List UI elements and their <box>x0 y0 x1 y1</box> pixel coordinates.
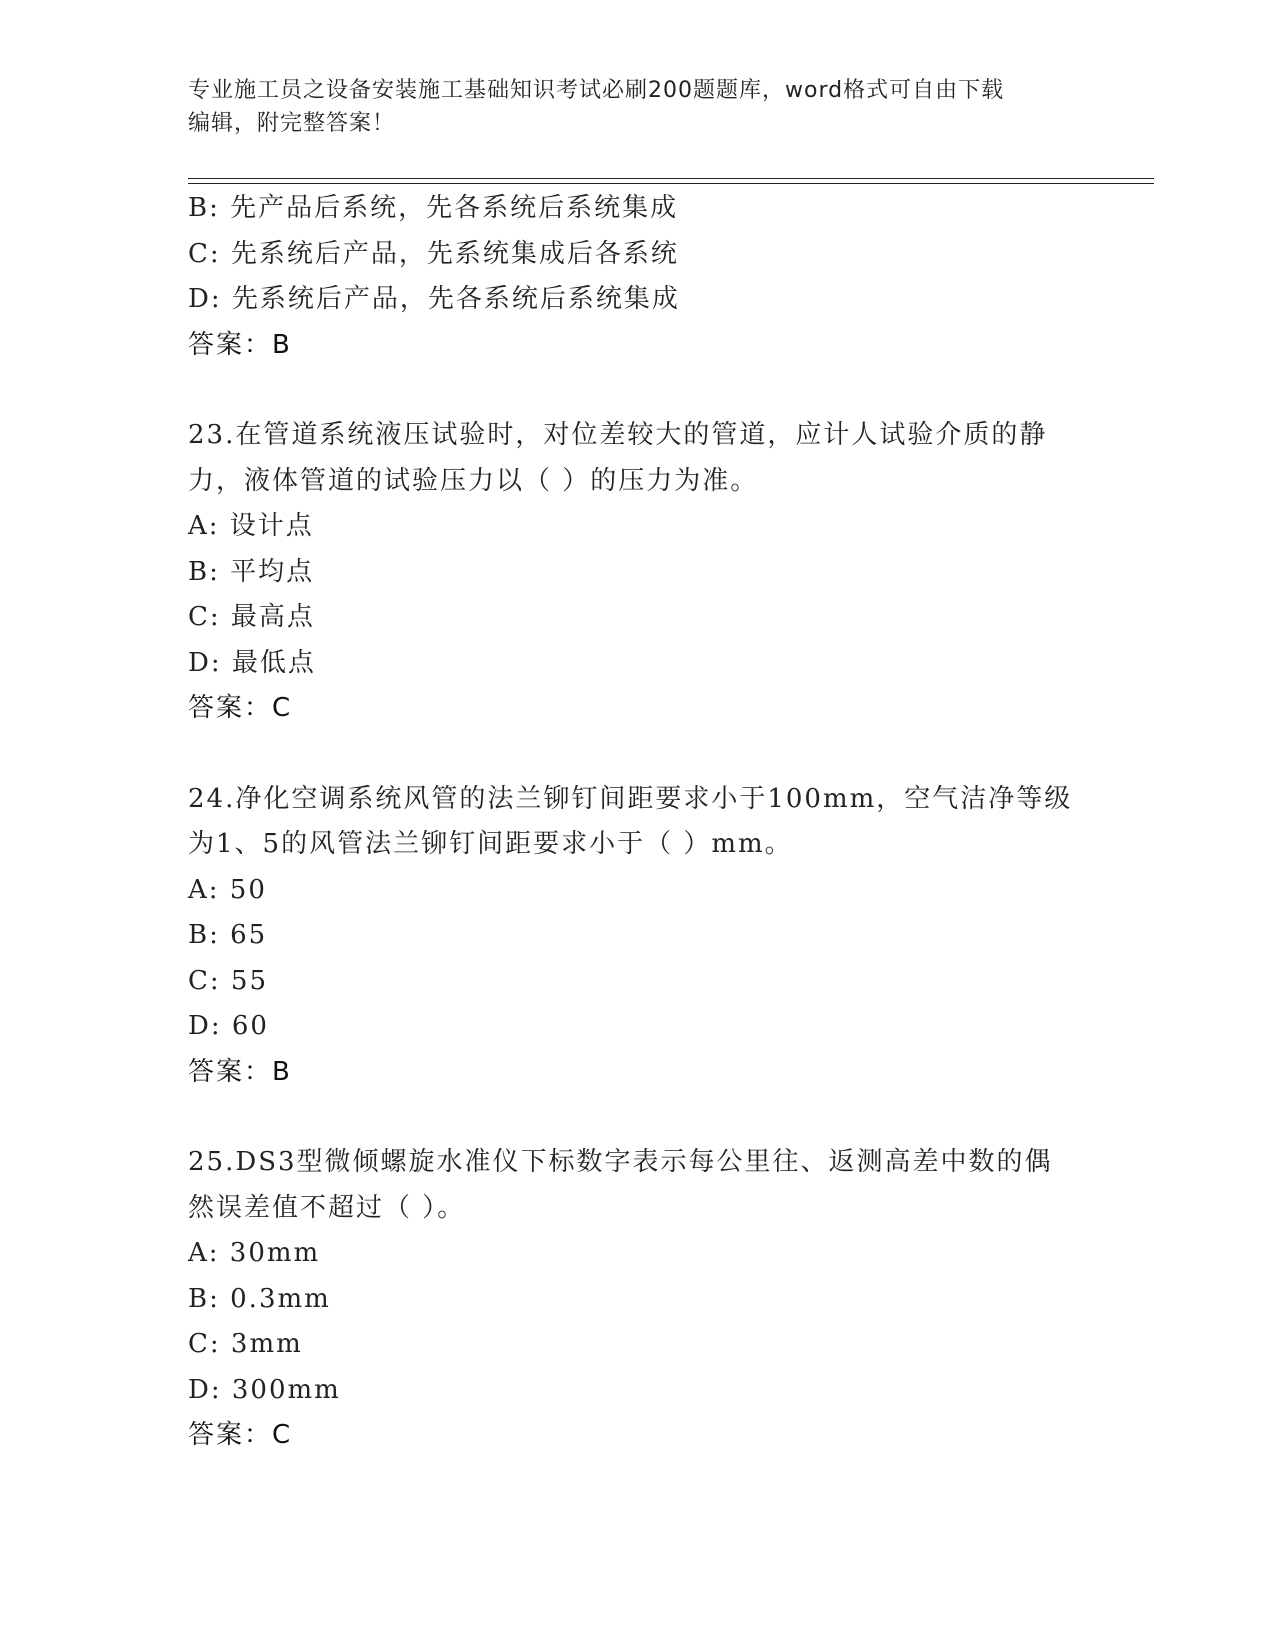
header-divider-top <box>188 178 1154 179</box>
question-block-25 <box>188 1140 1088 1459</box>
question-list <box>188 186 1088 1459</box>
header-title-line-1: 专业施工员之设备安装施工基础知识考试必刷200题题库，word格式可自由下载 <box>188 78 1005 103</box>
option-a: A: 50 <box>188 874 267 905</box>
spacer <box>188 732 1088 777</box>
option-d: D: 60 <box>188 1011 269 1041</box>
answer-line: 答案：B <box>188 1056 292 1087</box>
option-d: D: 先系统后产品，先各系统后系统集成 <box>188 284 680 314</box>
option-a: A: 设计点 <box>188 511 314 541</box>
question-block-22 <box>188 186 1088 368</box>
option-a: A: 30mm <box>188 1238 321 1268</box>
option-c: C: 55 <box>188 965 269 996</box>
header-title-line-2: 编辑，附完整答案！ <box>188 111 396 136</box>
option-c: C: 3mm <box>188 1329 303 1359</box>
question-text-line-2: 力，液体管道的试验压力以（ ）的压力为准。 <box>188 465 759 496</box>
question-text-line-1: 24.净化空调系统风管的法兰铆钉间距要求小于100mm，空气洁净等级 <box>188 783 1073 814</box>
answer-line: 答案：C <box>188 693 293 723</box>
question-text-line-2: 为1、5的风管法兰铆钉间距要求小于（ ）mm。 <box>188 829 793 859</box>
answer-line: 答案：B <box>188 329 292 360</box>
option-c: C: 最高点 <box>188 602 315 632</box>
document-header <box>188 74 1068 140</box>
spacer <box>188 1095 1088 1140</box>
option-b: B: 0.3mm <box>188 1283 331 1314</box>
option-b: B: 65 <box>188 920 268 950</box>
question-text-line-1: 23.在管道系统液压试验时，对位差较大的管道，应计人试验介质的静 <box>188 420 1048 450</box>
answer-line: 答案：C <box>188 1420 293 1450</box>
option-b: B: 先产品后系统，先各系统后系统集成 <box>188 193 679 223</box>
spacer <box>188 368 1088 413</box>
question-block-23 <box>188 413 1088 732</box>
header-divider-bottom <box>188 183 1154 184</box>
option-d: D: 最低点 <box>188 647 316 678</box>
option-b: B: 平均点 <box>188 556 315 587</box>
question-text-line-1: 25.DS3型微倾螺旋水准仪下标数字表示每公里往、返测高差中数的偶 <box>188 1147 1053 1177</box>
question-text-line-2: 然误差值不超过（ ）。 <box>188 1192 466 1223</box>
option-c: C: 先系统后产品，先系统集成后各系统 <box>188 238 679 269</box>
question-block-24 <box>188 777 1088 1096</box>
option-d: D: 300mm <box>188 1374 341 1405</box>
